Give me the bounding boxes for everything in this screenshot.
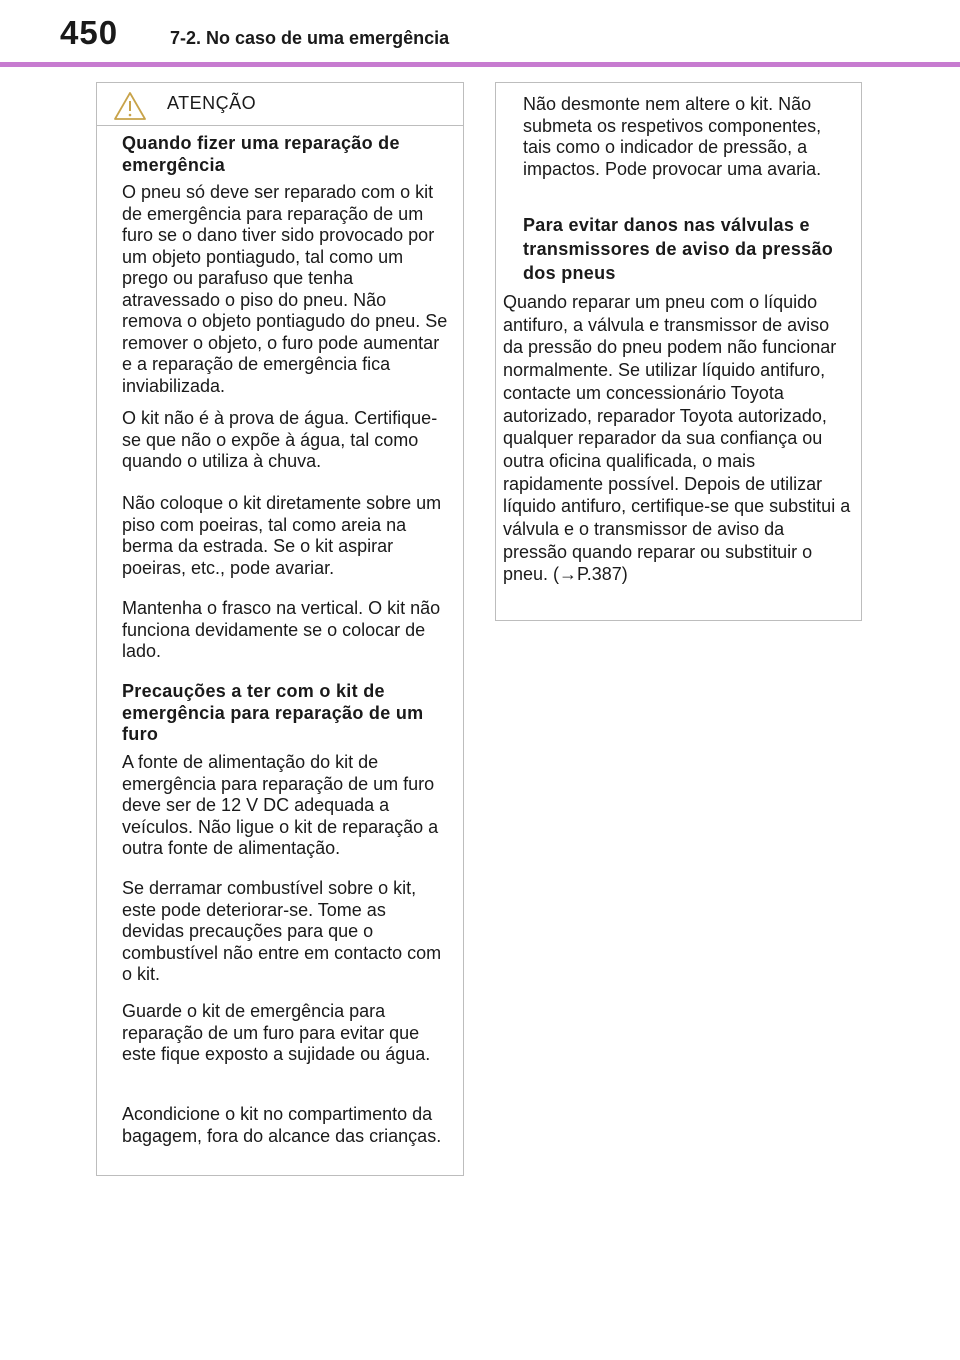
paragraph: O pneu só deve ser reparado com o kit de emergência para reparação de um furo se o dano tiver sido provocado por um objeto pontiagudo, tal como um prego ou parafuso que tenha atravessado o piso do pneu. Não remova o objeto pontiagudo do pneu. Se remover o objeto, o furo pode aumentar e a reparação de emergência fica inviabilizada. — [122, 182, 448, 396]
warning-box — [96, 82, 464, 1176]
warning-header — [97, 83, 463, 126]
heading-kit-precautions: Precauções a ter com o kit de emergência para reparação de um furo — [122, 681, 424, 744]
paragraph: A fonte de alimentação do kit de emergência para reparação de um furo deve ser de 12 V DC adequada a veículos. Não ligue o kit de reparação a outra fonte de alimentação. — [122, 752, 439, 858]
warning-box-continued — [495, 82, 862, 621]
page-number: 450 — [60, 14, 119, 51]
paragraph: Mantenha o frasco na vertical. O kit não funciona devidamente se o colocar de lado. — [122, 598, 441, 661]
section-title: 7-2. No caso de uma emergência — [170, 28, 450, 48]
heading-valve-protection: Para evitar danos nas válvulas e transmissores de aviso da pressão dos pneus — [523, 215, 834, 283]
paragraph: Não desmonte nem altere o kit. Não submeta os respetivos componentes, tais como o indicador de pressão, a impactos. Pode provocar uma avaria. — [523, 94, 822, 179]
header-rule — [0, 62, 960, 67]
paragraph: O kit não é à prova de água. Certifique-se que não o expõe à água, tal como quando o utiliza à chuva. — [122, 408, 438, 471]
paragraph: Guarde o kit de emergência para reparação de um furo para evitar que este fique exposto a sujidade ou água. — [122, 1001, 431, 1064]
paragraph: Se derramar combustível sobre o kit, este pode deteriorar-se. Tome as devidas precauções para que o combustível não entre em contacto com o kit. — [122, 878, 442, 984]
paragraph: Não coloque o kit diretamente sobre um piso com poeiras, tal como areia na berma da estrada. Se o kit aspirar poeiras, etc., pode avariar. — [122, 493, 442, 578]
paragraph: Quando reparar um pneu com o líquido antifuro, a válvula e transmissor de aviso da pressão do pneu podem não funcionar normalmente. Se utilizar líquido antifuro, contacte um concessionário Toyota autorizado, reparador Toyota autorizado, qualquer reparador da sua confiança ou outra oficina qualificada, o mais rapidamente possível. Depois de utilizar líquido antifuro, certifique-se que substitui a válvula e o transmissor de aviso da pressão quando reparar ou substituir o pneu. (→P.387) — [503, 292, 851, 585]
warning-title: ATENÇÃO — [167, 93, 257, 113]
heading-emergency-repair: Quando fizer uma reparação de emergência — [122, 133, 400, 175]
paragraph: Acondicione o kit no compartimento da bagagem, fora do alcance das crianças. — [122, 1104, 442, 1146]
warning-triangle-icon — [113, 91, 147, 121]
